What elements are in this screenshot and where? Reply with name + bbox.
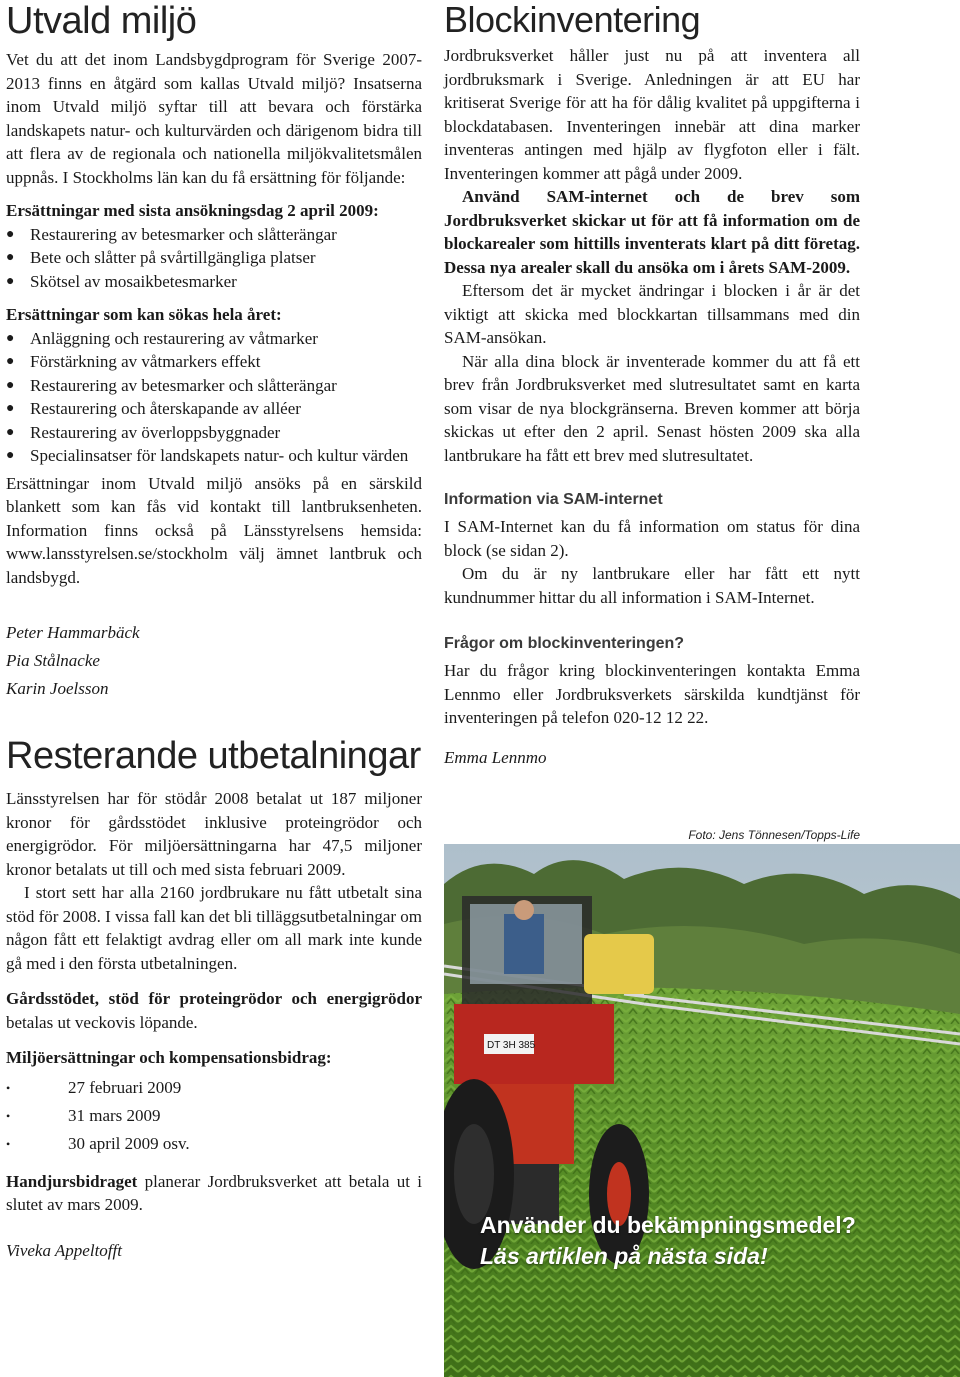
list-item: ● Skötsel av mosaikbetesmarker bbox=[6, 270, 422, 294]
outro-paragraph: Ersättningar inom Utvald miljö ansöks på en särskild blankett som kan fås vid kontakt till lantbruksenheten. Information finns också på Länsstyrelsens hemsida: www.lansstyrelsen.se/stockholm välj ämnet lantbruk och landsbygd. bbox=[6, 473, 422, 587]
payment-paragraph-4: Handjursbidraget planerar Jordbruksverket att betala ut i slutet av mars 2009. bbox=[6, 1171, 422, 1214]
bullet-icon: ● bbox=[6, 448, 15, 463]
block-paragraph-4: När alla dina block är inventerade kommer du att få ett brev från Jordbruksverket med slutresultatet samt en karta som visar de nya blockgränserna. Breven kommer att börja skickas ut efter den 2 april. Senast hösten 2009 ska alla lantbrukare ha fått ett brev med slutresultatet. bbox=[444, 351, 860, 465]
subhead-sam-internet: Information via SAM-internet bbox=[444, 491, 663, 508]
article-title-blockinventering: Blockinventering bbox=[444, 0, 701, 40]
list-item: ● Restaurering av betesmarker och slåtterängar bbox=[6, 374, 422, 398]
bullet-icon: ● bbox=[6, 377, 15, 393]
bullet-icon: • bbox=[6, 1136, 11, 1151]
list-item: • 30 april 2009 osv. bbox=[6, 1130, 422, 1158]
signature: Emma Lennmo bbox=[444, 747, 547, 767]
subhead-environment: Miljöersättningar och kompensationsbidrag: bbox=[6, 1048, 332, 1067]
payment-paragraph-1: Länsstyrelsen har för stödår 2008 betalat ut 187 miljoner kronor för gårdsstödet inklusive proteingrödor och energigrödor. För miljöersättningarna har 47,5 miljoner kronor betalats ut till och med sista februari 2009. bbox=[6, 789, 422, 879]
bullet-icon: ● bbox=[6, 401, 15, 416]
article-title-utvald-miljo: Utvald miljö bbox=[6, 0, 197, 42]
bullet-icon: ● bbox=[6, 250, 15, 265]
list-item: ● Specialinsatser för landskapets natur- och kultur värden bbox=[6, 444, 422, 468]
bullet-icon: ● bbox=[6, 273, 15, 289]
tractor-photo bbox=[444, 844, 960, 1377]
sam-paragraph-2: Om du är ny lantbrukare eller har fått ett nytt kundnummer hittar du all information i SAM-Internet. bbox=[444, 564, 860, 607]
list-item: • 27 februari 2009 bbox=[6, 1074, 422, 1102]
deadline-list bbox=[6, 223, 422, 294]
intro-paragraph: Vet du att det inom Landsbygdprogram för Sverige 2007-2013 finns en åtgärd som kallas Utvald miljö? Insatserna inom Utvald miljö syftar till att bevara och förstärka landskapets natur- och kulturvärden och därigenom bidra till att flera av de regionala och nationella miljökvalitetsmålen uppnås. I Stockholms län kan du få ersättning för följande: bbox=[6, 50, 422, 187]
photo-credit: Foto: Jens Tönnesen/Topps-Life bbox=[688, 828, 860, 842]
signature: Peter Hammarbäck bbox=[6, 623, 140, 642]
subhead-deadline: Ersättningar med sista ansökningsdag 2 april 2009: bbox=[6, 201, 379, 220]
list-item: ● Bete och slåtter på svårtillgängliga platser bbox=[6, 246, 422, 270]
overlay-line-1: Använder du bekämpningsmedel? bbox=[480, 1212, 856, 1238]
bullet-icon: ● bbox=[6, 424, 15, 440]
list-item: ● Restaurering och återskapande av alléer bbox=[6, 397, 422, 421]
bullet-icon: ● bbox=[6, 330, 15, 346]
signature-block bbox=[6, 619, 422, 703]
photo-overlay-text bbox=[480, 1210, 856, 1272]
signature: Pia Stålnacke bbox=[6, 651, 100, 670]
list-item: ● Förstärkning av våtmarkers effekt bbox=[6, 350, 422, 374]
date-list bbox=[6, 1074, 422, 1158]
bullet-icon: • bbox=[6, 1080, 11, 1095]
bullet-icon: • bbox=[6, 1108, 11, 1123]
block-paragraph-3: Eftersom det är mycket ändringar i blocken i år är det viktigt att skicka med blockkartan tillsammans med din SAM-ansökan. bbox=[444, 281, 860, 347]
list-item: • 31 mars 2009 bbox=[6, 1102, 422, 1130]
payment-paragraph-3: Gårdsstödet, stöd för proteingrödor och energigrödor betalas ut veckovis löpande. bbox=[6, 989, 422, 1032]
subhead-all-year: Ersättningar som kan sökas hela året: bbox=[6, 305, 282, 324]
bullet-icon: ● bbox=[6, 226, 15, 242]
signature: Viveka Appeltofft bbox=[6, 1240, 122, 1260]
article-title-resterande: Resterande utbetalningar bbox=[6, 735, 421, 777]
subhead-questions: Frågor om blockinventeringen? bbox=[444, 635, 685, 652]
svg-text:DT 3H 385: DT 3H 385 bbox=[487, 1040, 536, 1051]
list-item: ● Anläggning och restaurering av våtmarker bbox=[6, 327, 422, 351]
tractor-field-illustration bbox=[444, 844, 960, 1377]
right-column bbox=[444, 0, 860, 772]
list-item: ● Restaurering av överloppsbyggnader bbox=[6, 421, 422, 445]
bullet-icon: ● bbox=[6, 354, 15, 369]
list-item: ● Restaurering av betesmarker och slåtterängar bbox=[6, 223, 422, 247]
left-column bbox=[6, 0, 422, 1265]
all-year-list bbox=[6, 327, 422, 468]
block-paragraph-bold: Använd SAM-internet och de brev som Jordbruksverket skickar ut för att få information om de blockarealer som hittills inventerats klart på ditt företag. Dessa nya arealer skall du ansöka om i årets SAM-2009. bbox=[444, 187, 860, 277]
signature: Karin Joelsson bbox=[6, 679, 109, 698]
block-paragraph-1: Jordbruksverket håller just nu på att inventera all jordbruksmark i Sverige. Anledningen är att EU har kritiserat Sverige för att ha för dålig kvalitet på uppgifterna i blockdatabasen. Inventeringen innebär att dina marker inventeras antingen med hjälp av flygfoton eller i fält. Inventeringen kommer att pågå under 2009. bbox=[444, 46, 860, 183]
questions-paragraph: Har du frågor kring blockinventeringen kontakta Emma Lennmo eller Jordbruksverkets särskilda kundtjänst för inventeringen på telefon 020-12 12 22. bbox=[444, 661, 860, 727]
sam-paragraph-1: I SAM-Internet kan du få information om status för dina block (se sidan 2). bbox=[444, 517, 860, 560]
payment-paragraph-2: I stort sett har alla 2160 jordbrukare nu fått utbetalt sina stöd för 2008. I vissa fall kan det bli tilläggsutbetalningar om någon fått ett felaktigt avdrag eller om all mark inte kunde gå med i den första utbetalningen. bbox=[6, 883, 422, 973]
overlay-line-2: Läs artiklen på nästa sida! bbox=[480, 1243, 768, 1269]
